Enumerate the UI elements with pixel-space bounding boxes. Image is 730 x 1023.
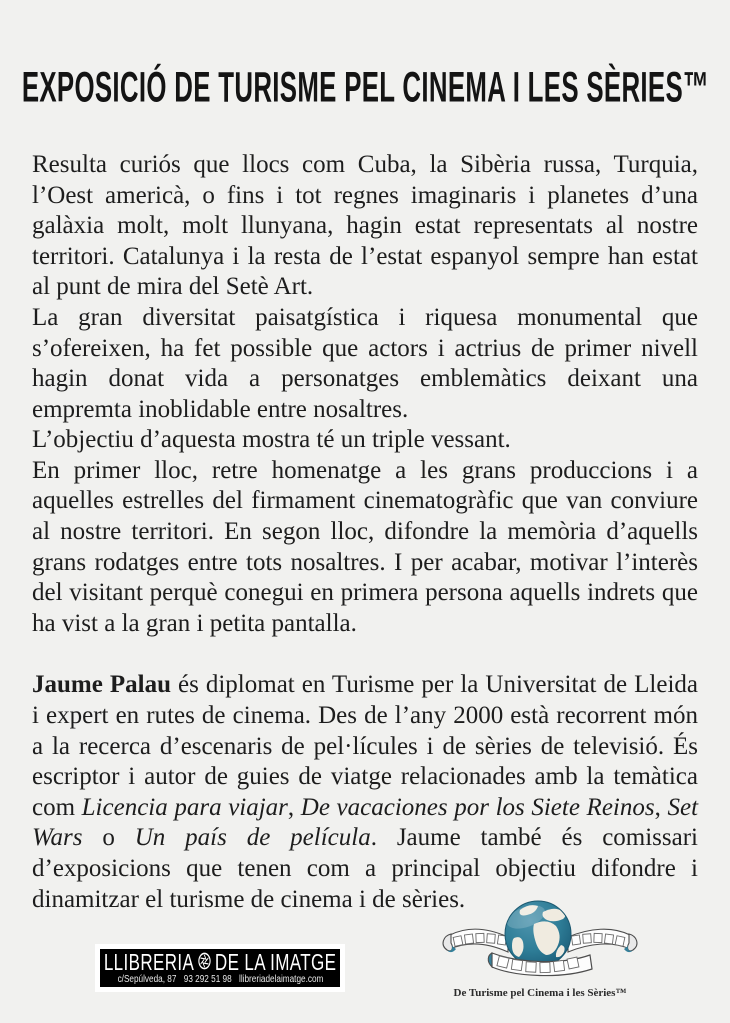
- intro-paragraph-4: En primer lloc, retre homenatge a les grans produccions i a aquelles estrelles del firmament cinematogràfic que van conviure al nostre territori. En segon lloc, difondre la memòria d’aquells grans rodatges entre tots nosaltres. I per acabar, motivar l’interès del visitant perquè conegui en primera persona aquells indrets que ha vist a la gran i petita pantalla.: [32, 456, 698, 637]
- bio-paragraph: [32, 670, 698, 915]
- aperture-icon: [198, 951, 211, 974]
- globe-filmstrip-icon: [440, 968, 640, 985]
- body-text: [32, 150, 698, 915]
- bookstore-logo: [95, 944, 345, 992]
- bookstore-logo-box: [100, 949, 340, 987]
- bookstore-contact: [117, 974, 323, 985]
- bio-book-title: Un país de película: [134, 824, 371, 852]
- bio-author-name: Jaume Palau: [32, 671, 171, 699]
- bio-book-title: Licencia para viajar: [81, 793, 288, 821]
- bio-book-title: Set Wars: [32, 793, 699, 852]
- bio-text-segment: . Jaume també és comissari d’exposicions que tenen com a principal objectiu difondre i dinamitzar el turisme de cinema i de sèries.: [32, 824, 699, 913]
- bio-text-segment: és diplomat en Turisme per la Universitat de Lleida i expert en rutes de cinema. Des de l’any 2000 està recorrent món a la recerca d’escenaris de pel·lícules i de sèries de televisió. És escriptor i autor de guies de viatge relacionades amb la temàtica com: [32, 671, 698, 821]
- title-area: [0, 0, 730, 136]
- intro-paragraph-1: Resulta curiós que llocs com Cuba, la Sibèria russa, Turquia, l’Oest americà, o fins i tot regnes imaginaris i planetes d’una galàxia molt, molt llunyana, hagin estat representats al nostre territori. Catalunya i la resta de l’estat espanyol sempre han estat al punt de mira del Setè Art.: [32, 150, 698, 301]
- brand-logo: [440, 893, 640, 999]
- bookstore-name: [104, 951, 336, 974]
- bookstore-phone: 93 292 51 98: [183, 974, 232, 985]
- bookstore-name-left: LLIBRERIA: [103, 949, 195, 975]
- bookstore-name-right: DE LA IMATGE: [214, 949, 337, 975]
- bio-text-segment: o: [82, 824, 135, 852]
- bookstore-website: llibreriadelaimatge.com: [238, 974, 323, 985]
- bio-text-segment: ,: [654, 793, 668, 821]
- bookstore-address: c/Sepúlveda, 87: [117, 974, 176, 985]
- bio-text-segment: ,: [287, 793, 301, 821]
- page-title: EXPOSICIÓ DE TURISME PEL CINEMA I LES SÈRIES™: [21, 63, 709, 112]
- brand-tagline: De Turisme pel Cinema i les Sèries™: [453, 987, 627, 999]
- intro-paragraph-3: L’objectiu d’aquesta mostra té un triple vessant.: [32, 426, 511, 454]
- bio-book-title: De vacaciones por los Siete Reinos: [300, 793, 655, 821]
- intro-paragraph-2: La gran diversitat paisatgística i riquesa monumental que s’ofereixen, ha fet possible que actors i actrius de primer nivell hagin donat vida a personatges emblemàtics deixant una empremta inoblidable entre nosaltres.: [32, 303, 698, 423]
